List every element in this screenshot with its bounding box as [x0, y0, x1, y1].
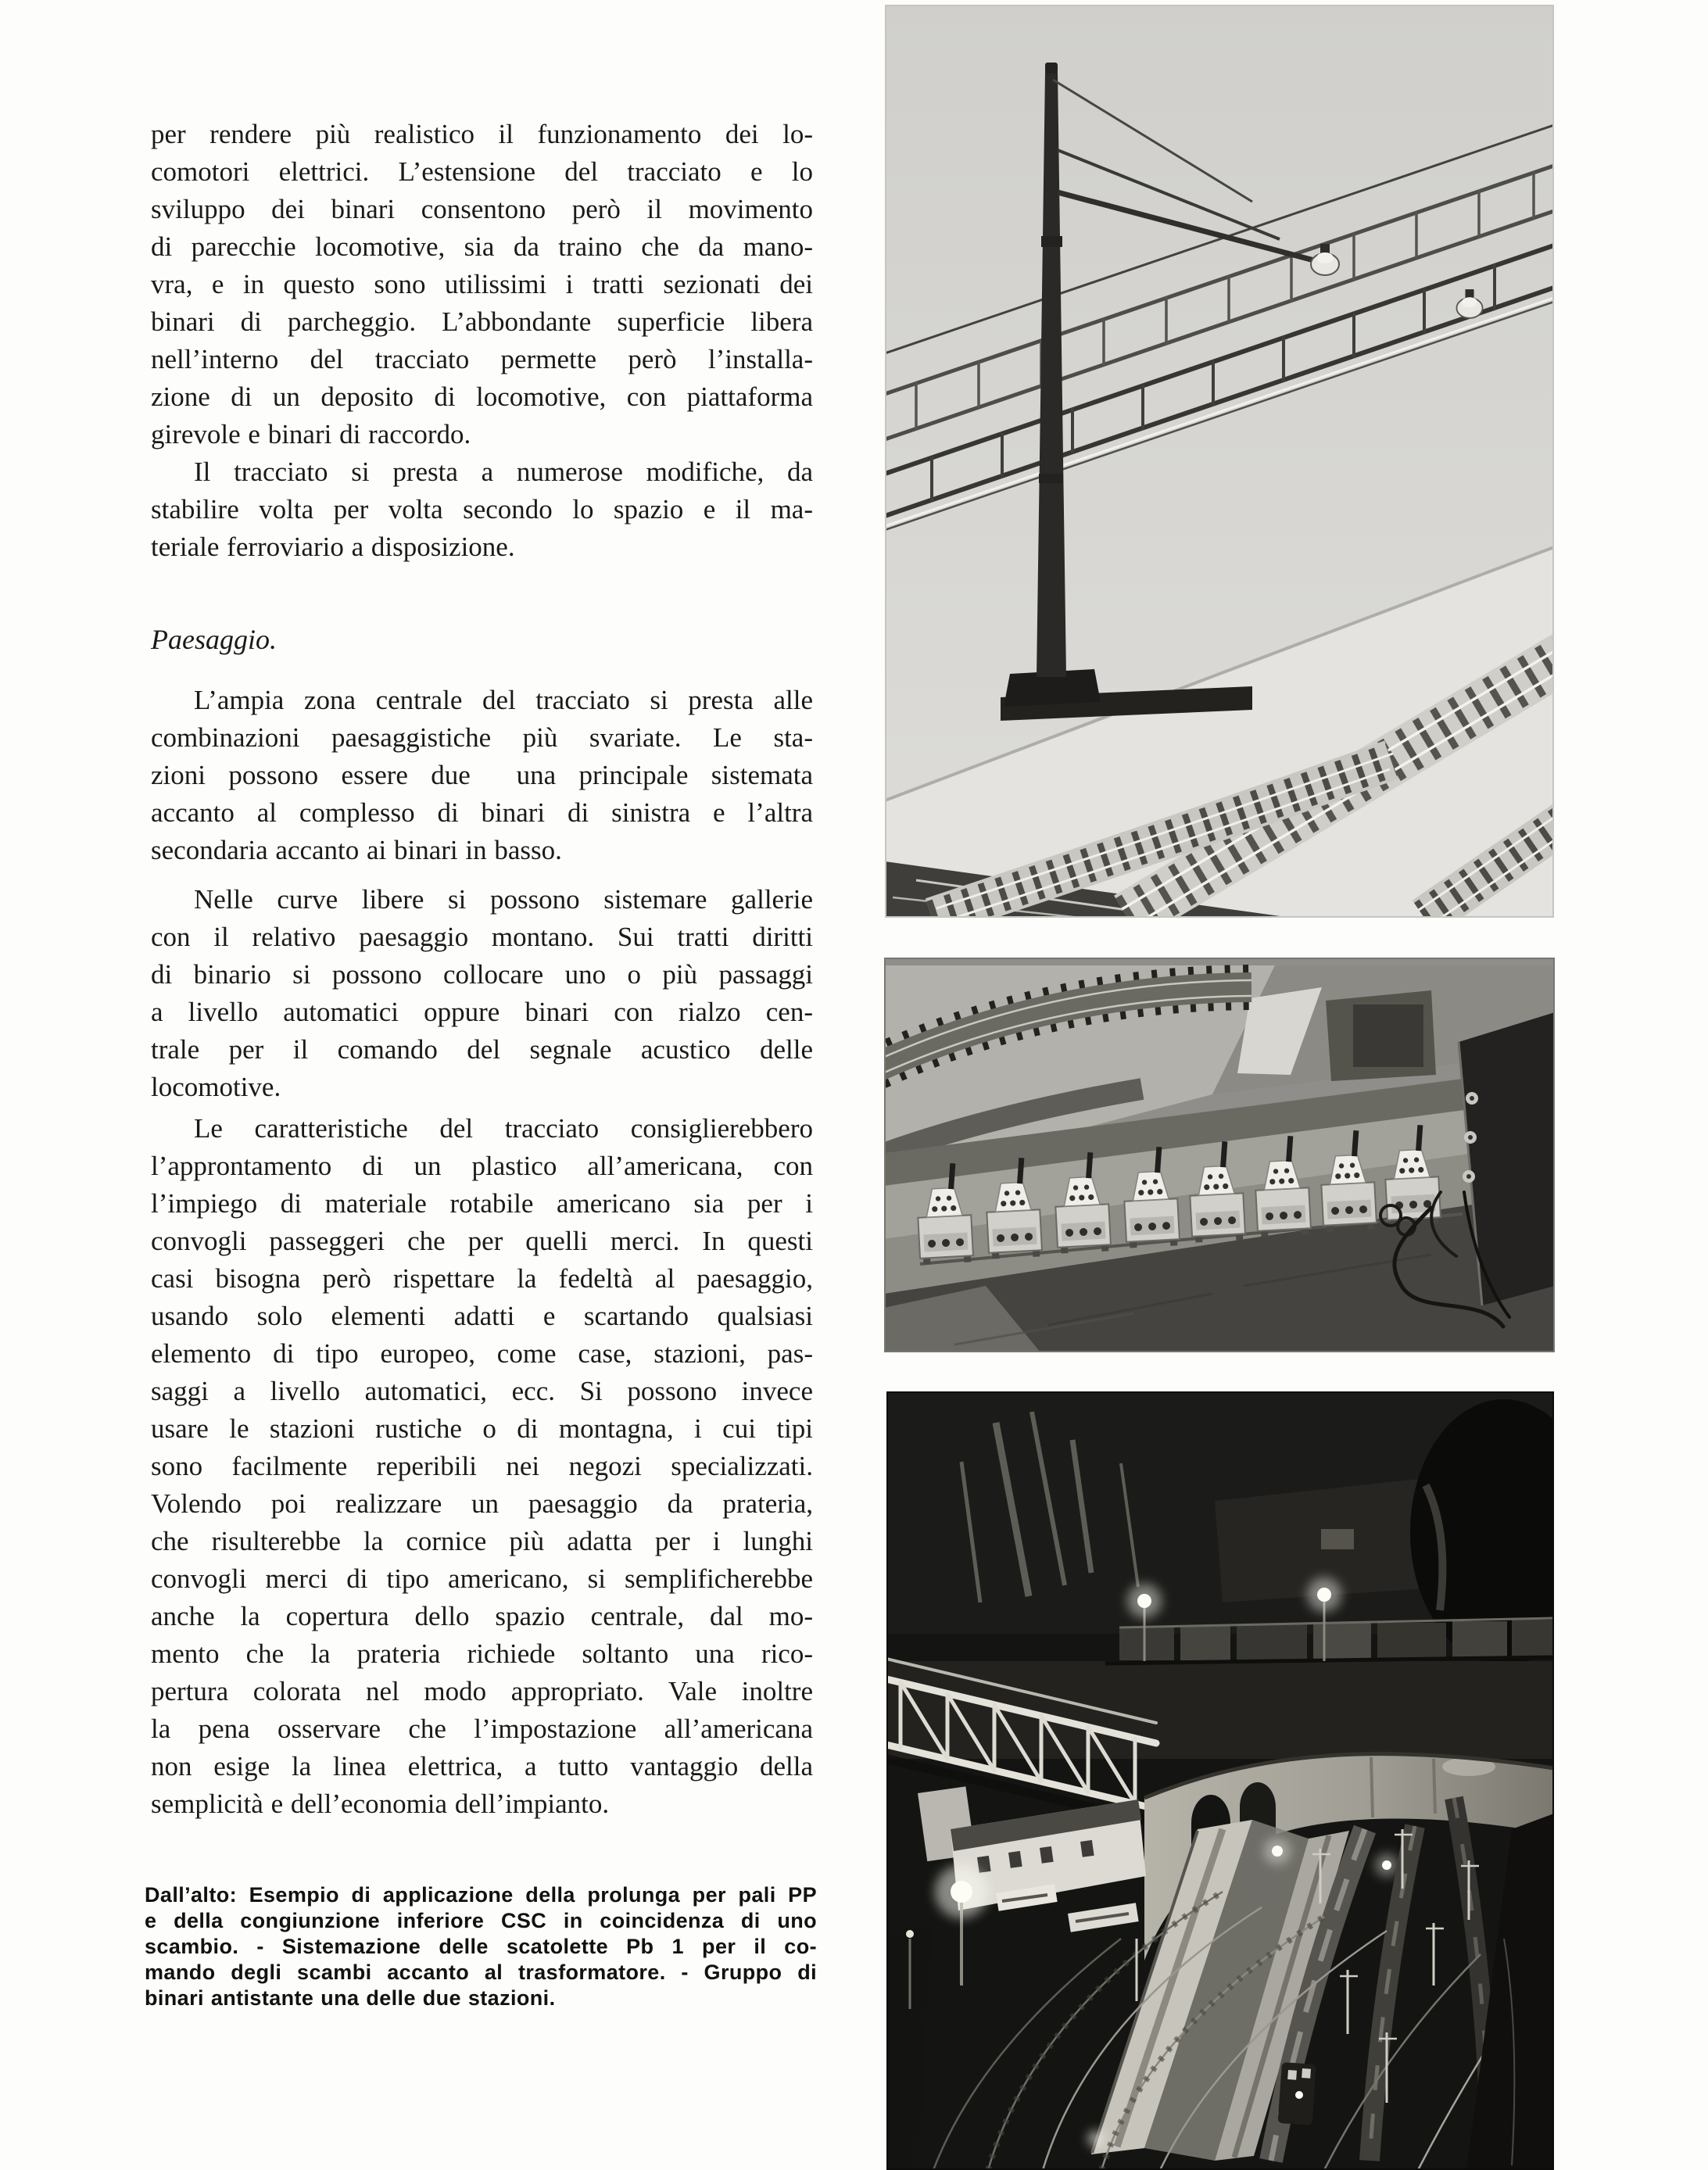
text-line: l’impiego di materiale rotabile americano sia per i — [151, 1188, 813, 1219]
text-line: sono facilmente reperibili nei negozi specializzati. — [151, 1451, 813, 1481]
caption-line: binari antistante una delle due stazioni. — [145, 1986, 556, 2010]
caption-line: scambio. - Sistemazione delle scatolette Pb 1 per il co- — [145, 1935, 817, 1958]
text-line: stabilire volta per volta secondo lo spazio e il ma- — [151, 494, 813, 525]
text-line: mento che la prateria richiede soltanto una rico- — [151, 1638, 813, 1669]
text-line: sviluppo dei binari consentono però il movimento — [151, 194, 813, 224]
text-line: combinazioni paesaggistiche più svariate. Le sta- — [151, 722, 813, 753]
caption-line: Dall’alto: Esempio di applicazione della prolunga per pali PP — [145, 1883, 817, 1907]
locomotive — [1278, 2062, 1316, 2125]
text-line: locomotive. — [151, 1072, 281, 1102]
paragraph — [151, 116, 813, 453]
text-line: teriale ferroviario a disposizione. — [151, 532, 515, 562]
caption-line: e della congiunzione inferiore CSC in coincidenza di uno — [145, 1909, 817, 1932]
text-line: Nelle curve libere si possono sistemare gallerie — [194, 884, 813, 915]
night-station-yard-photo — [886, 1391, 1554, 2170]
text-line: vra, e in questo sono utilissimi i tratti sezionati dei — [151, 269, 813, 299]
text-line: zione di un deposito di locomotive, con piattaforma — [151, 381, 813, 412]
text-line: usando solo elementi adatti e scartando qualsiasi — [151, 1301, 813, 1331]
article-text-column — [151, 116, 813, 1823]
text-line: casi bisogna però rispettare la fedeltà al paesaggio, — [151, 1263, 813, 1294]
text-line: che risulterebbe la cornice più adatta per i lunghi — [151, 1526, 813, 1556]
text-line: di parecchie locomotive, sia da traino che da mano- — [151, 231, 813, 262]
text-line: elemento di tipo europeo, come case, stazioni, pas- — [151, 1338, 813, 1369]
switch-boxes-illustration — [884, 958, 1555, 1352]
text-line: semplicità e dell’economia dell’impianto. — [151, 1789, 610, 1819]
text-line: binari di parcheggio. L’abbondante superficie libera — [151, 306, 813, 337]
catenary-pole-over-tracks-photo — [885, 5, 1554, 918]
text-line: a livello automatici oppure binari con rialzo cen- — [151, 997, 813, 1027]
text-line: Le caratteristiche del tracciato consiglierebbero — [194, 1113, 813, 1144]
night-station-illustration — [886, 1391, 1554, 2170]
caption-line: mando degli scambi accanto al trasformatore. - Gruppo di — [145, 1961, 817, 1984]
text-line: L’ampia zona centrale del tracciato si presta alle — [194, 685, 813, 715]
text-line: girevole e binari di raccordo. — [151, 419, 471, 449]
text-line: con il relativo paesaggio montano. Sui tratti diritti — [151, 922, 813, 952]
text-line: convogli merci di tipo americano, si semplificherebbe — [151, 1563, 813, 1594]
text-line: pertura colorata nel modo appropriato. Vale inoltre — [151, 1676, 813, 1706]
text-line: la pena osservare che l’impostazione all’americana — [151, 1713, 813, 1744]
paragraph — [151, 881, 813, 1106]
text-line: trale per il comando del segnale acustico delle — [151, 1034, 813, 1065]
photo-caption — [145, 1882, 817, 2011]
text-line: secondaria accanto ai binari in basso. — [151, 835, 562, 865]
text-line: usare le stazioni rustiche o di montagna, i cui tipi — [151, 1413, 813, 1444]
text-line: comotori elettrici. L’estensione del tracciato e lo — [151, 156, 813, 187]
text-line: saggi a livello automatici, ecc. Si possono invece — [151, 1376, 813, 1406]
text-line: zioni possono essere due una principale sistemata — [151, 760, 813, 790]
text-line: accanto al complesso di binari di sinistra e l’altra — [151, 797, 813, 828]
paragraph — [151, 682, 813, 869]
paragraph — [151, 453, 813, 566]
paragraph — [151, 1110, 813, 1823]
text-line: non esige la linea elettrica, a tutto vantaggio della — [151, 1751, 813, 1781]
catenary-pole-illustration — [885, 5, 1554, 918]
text-line: l’approntamento di un plastico all’americana, con — [151, 1151, 813, 1181]
text-line: Il tracciato si presta a numerose modifiche, da — [194, 457, 813, 487]
text-line: Volendo poi realizzare un paesaggio da prateria, — [151, 1488, 813, 1519]
text-line: anche la copertura dello spazio centrale, dal mo- — [151, 1601, 813, 1631]
text-line: per rendere più realistico il funzionamento dei lo- — [151, 119, 813, 149]
text-line: di binario si possono collocare uno o più passaggi — [151, 959, 813, 990]
text-line: convogli passeggeri che per quelli merci. In questi — [151, 1226, 813, 1256]
switch-control-boxes-photo — [884, 958, 1555, 1352]
text-line: nell’interno del tracciato permette però l’installa- — [151, 344, 813, 374]
section-heading: Paesaggio. — [151, 624, 277, 655]
